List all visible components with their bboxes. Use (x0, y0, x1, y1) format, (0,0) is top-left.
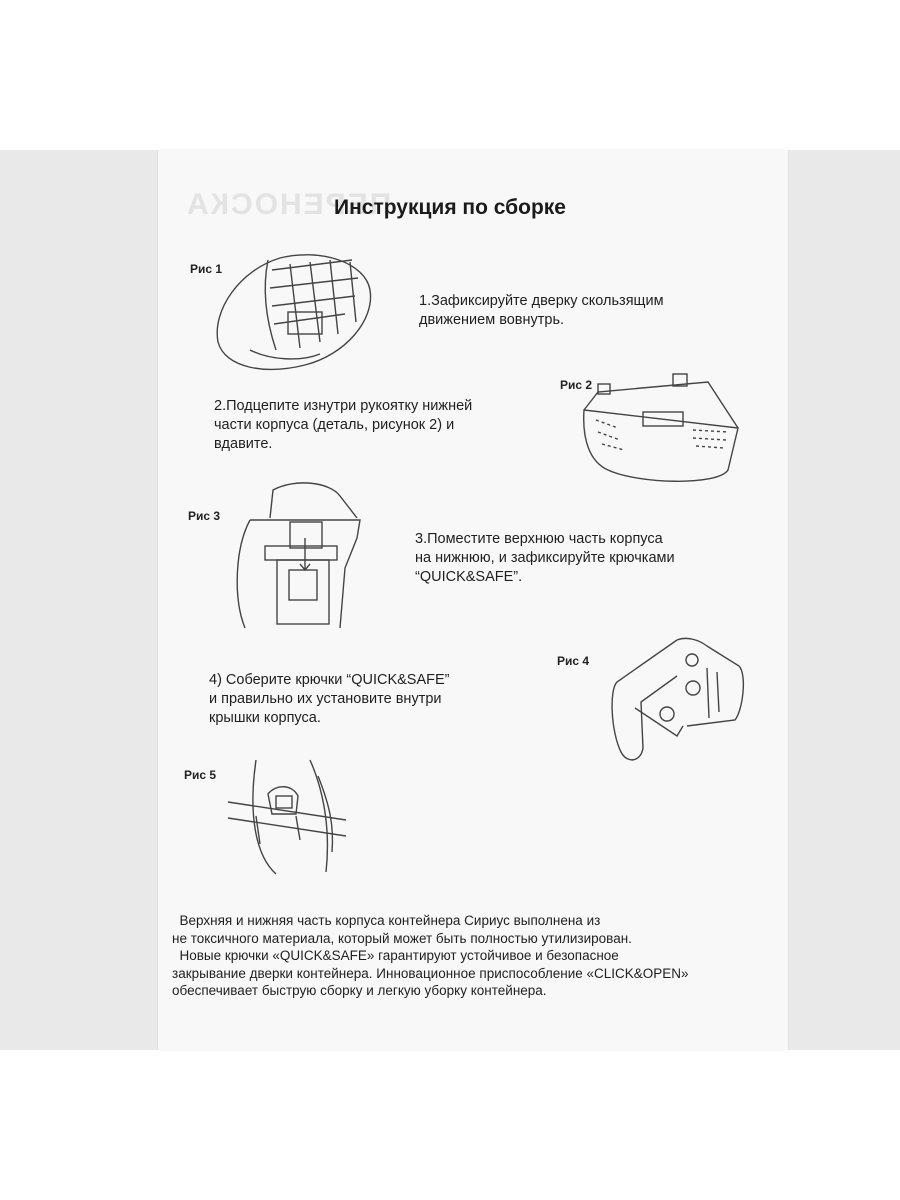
step-3-text: 3.Поместите верхнюю часть корпуса на нижнюю, и зафиксируйте крючками “QUICK&SAFE”. (415, 531, 675, 585)
step-2-text: 2.Подцепите изнутри рукоятку нижней части корпуса (деталь, рисунок 2) и вдавите. (214, 398, 473, 452)
quick-safe-hook-diagram-icon (607, 632, 747, 767)
figure-4-label: Рис 4 (557, 654, 590, 668)
page-title: Инструкция по сборке (334, 196, 566, 219)
door-slide-diagram-icon (210, 250, 375, 375)
figure-2-label: Рис 2 (560, 378, 593, 392)
hook-install-diagram-icon (226, 756, 351, 876)
show-through-text: ПЕРЕНОСКА (185, 188, 392, 221)
footer-text: Верхняя и нижняя часть корпуса контейнера Сириус выполнена из не токсичного материала, который может быть полностью утилизирован. Новые крючки «QUICK&SAFE» гарантируют устойчивое и безопасное закрывание дверки контейнера. Инновационное приспособление «CLICK&OPEN» обеспечивает быструю сборку и легкую уборку контейнера. (172, 913, 689, 998)
figure-5-label: Рис 5 (184, 768, 217, 782)
figure-3-label: Рис 3 (188, 509, 221, 523)
figure-1-label: Рис 1 (190, 262, 223, 276)
step-1-text: 1.Зафиксируйте дверку скользящим движением вовнутрь. (419, 293, 664, 328)
top-on-bottom-diagram-icon (225, 478, 365, 638)
lower-body-handle-diagram-icon (578, 370, 753, 490)
step-4-text: 4) Соберите крючки “QUICK&SAFE” и правильно их установите внутри крышки корпуса. (209, 672, 450, 726)
